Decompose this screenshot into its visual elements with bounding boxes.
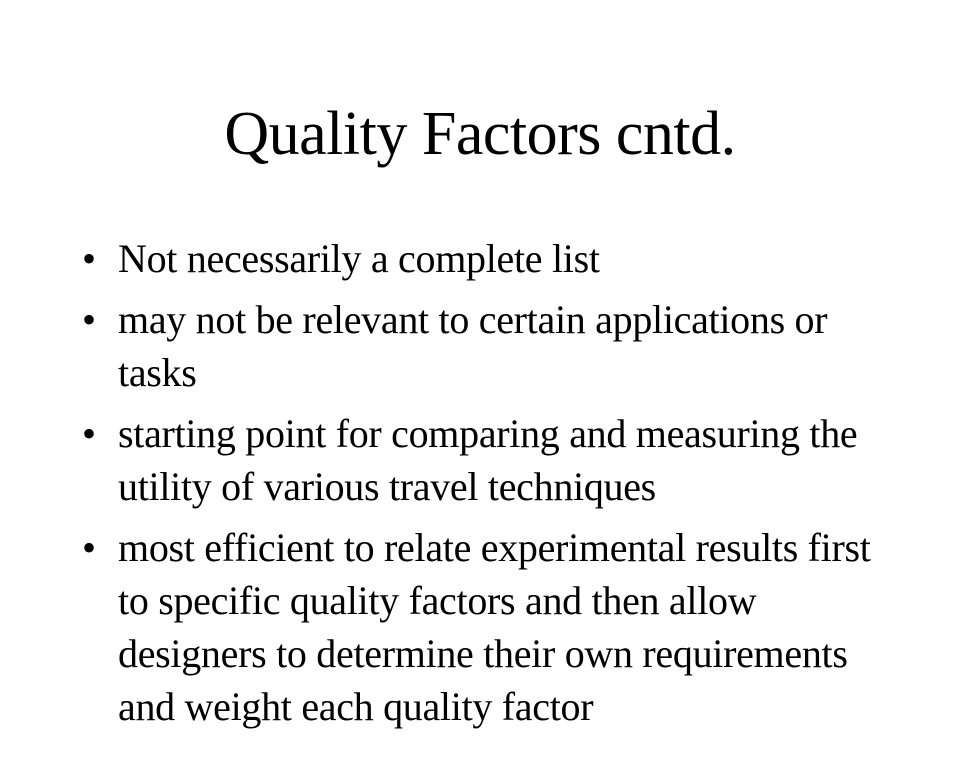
- bullet-text: starting point for comparing and measuring the utility of various travel techniques: [118, 411, 858, 509]
- bullet-text: most efficient to relate experimental results first to specific quality factors and then allow designers to determine their own requirements and weight each quality factor: [118, 525, 871, 729]
- bullet-point-icon: •: [82, 411, 96, 456]
- bullet-point-icon: •: [82, 525, 96, 570]
- bullet-item: [80, 232, 900, 285]
- slide-title: Quality Factors cntd.: [224, 100, 736, 168]
- bullet-list: [80, 232, 900, 741]
- bullet-item: [80, 521, 900, 733]
- bullet-point-icon: •: [82, 297, 96, 342]
- bullet-item: [80, 293, 900, 399]
- bullet-item: [80, 407, 900, 513]
- bullet-text: Not necessarily a complete list: [118, 236, 600, 281]
- bullet-text: may not be relevant to certain applications or tasks: [118, 297, 828, 395]
- bullet-point-icon: •: [82, 236, 96, 281]
